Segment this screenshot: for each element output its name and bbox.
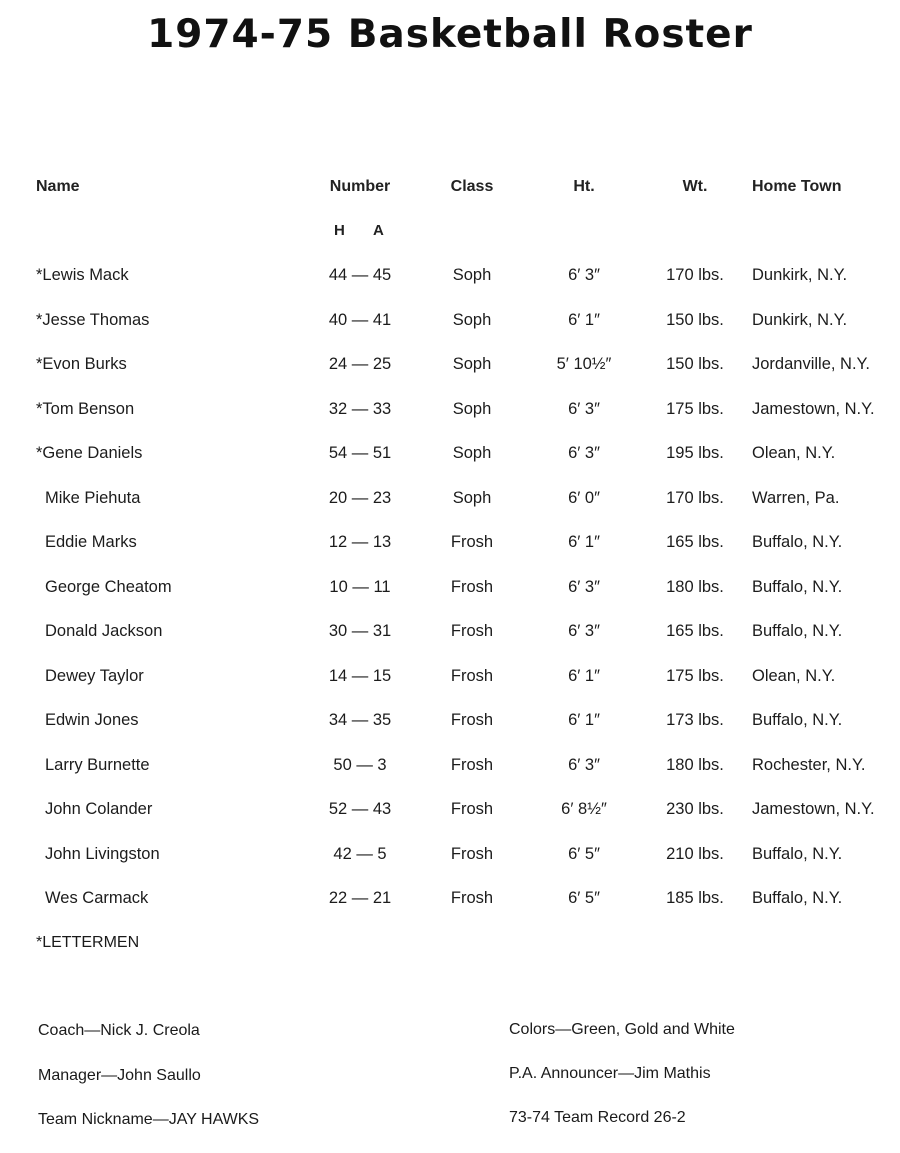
table-row	[0, 667, 900, 697]
player-class: Frosh	[450, 533, 494, 551]
player-number: 52 — 43	[328, 800, 392, 818]
player-height: 6′ 3″	[568, 755, 600, 774]
player-name: John Colander	[45, 800, 153, 818]
player-number: 40 — 41	[328, 310, 392, 329]
player-class: Frosh	[450, 844, 494, 863]
player-class: Frosh	[450, 577, 494, 596]
player-height: 6′ 0″	[568, 488, 600, 507]
player-number: 42 — 5	[333, 844, 387, 863]
player-hometown: Jamestown, N.Y.	[752, 399, 875, 418]
player-name: George Cheatom	[45, 577, 172, 596]
table-row	[0, 355, 900, 385]
player-number: 22 — 21	[328, 889, 392, 907]
table-row	[0, 889, 900, 919]
header-name: Name	[36, 178, 80, 195]
player-weight: 230 lbs.	[666, 800, 724, 818]
player-height: 6′ 8½″	[561, 800, 607, 818]
player-height: 6′ 3″	[568, 577, 600, 596]
player-hometown: Buffalo, N.Y.	[752, 844, 843, 863]
player-weight: 180 lbs.	[666, 577, 724, 596]
player-number: 34 — 35	[328, 711, 392, 729]
player-height: 6′ 3″	[568, 444, 600, 462]
record-text: 73-74 Team Record 26-2	[509, 1109, 686, 1126]
player-hometown: Warren, Pa.	[752, 488, 840, 507]
announcer-text: P.A. Announcer—Jim Mathis	[509, 1065, 711, 1082]
player-hometown: Buffalo, N.Y.	[752, 622, 843, 640]
player-hometown: Jamestown, N.Y.	[752, 800, 875, 818]
player-weight: 173 lbs.	[666, 711, 724, 729]
player-weight: 180 lbs.	[666, 755, 724, 774]
player-number: 50 — 3	[333, 755, 387, 774]
player-height: 6′ 1″	[568, 533, 600, 551]
player-class: Soph	[452, 310, 492, 329]
player-weight: 170 lbs.	[666, 488, 724, 507]
table-row	[0, 800, 900, 830]
lettermen-note: *LETTERMEN	[36, 934, 140, 951]
header-away-label: A	[373, 222, 384, 239]
player-hometown: Buffalo, N.Y.	[752, 889, 843, 907]
nickname-text: Team Nickname—JAY HAWKS	[38, 1111, 260, 1128]
player-name: Donald Jackson	[45, 622, 163, 640]
table-row	[0, 533, 900, 563]
player-weight: 150 lbs.	[666, 310, 724, 329]
player-weight: 175 lbs.	[666, 399, 724, 418]
player-height: 5′ 10½″	[556, 355, 612, 373]
table-row	[0, 756, 900, 786]
player-hometown: Dunkirk, N.Y.	[752, 310, 848, 329]
player-height: 6′ 5″	[568, 844, 600, 863]
player-name: Mike Piehuta	[45, 488, 141, 507]
player-number: 30 — 31	[328, 622, 392, 640]
player-height: 6′ 1″	[568, 666, 600, 685]
player-hometown: Buffalo, N.Y.	[752, 577, 843, 596]
player-name: *Evon Burks	[36, 355, 127, 373]
player-hometown: Buffalo, N.Y.	[752, 711, 843, 729]
player-name: *Tom Benson	[36, 399, 135, 418]
header-number: Number	[329, 178, 391, 195]
table-row	[0, 711, 900, 741]
player-name: *Gene Daniels	[36, 444, 143, 462]
header-height: Ht.	[573, 178, 595, 195]
header-hometown: Home Town	[752, 178, 842, 195]
player-name: Larry Burnette	[45, 755, 150, 774]
player-height: 6′ 3″	[568, 266, 600, 284]
player-hometown: Jordanville, N.Y.	[752, 355, 871, 373]
player-number: 14 — 15	[328, 666, 392, 685]
player-name: *Lewis Mack	[36, 266, 129, 284]
header-class: Class	[450, 178, 494, 195]
player-number: 20 — 23	[328, 488, 392, 507]
player-weight: 210 lbs.	[666, 844, 724, 863]
coach-text: Coach—Nick J. Creola	[38, 1022, 200, 1039]
player-number: 44 — 45	[328, 266, 392, 284]
player-weight: 150 lbs.	[666, 355, 724, 373]
table-row	[0, 489, 900, 519]
player-weight: 165 lbs.	[666, 533, 724, 551]
player-name: Edwin Jones	[45, 711, 139, 729]
player-hometown: Olean, N.Y.	[752, 444, 836, 462]
player-number: 12 — 13	[328, 533, 392, 551]
player-class: Soph	[452, 444, 492, 462]
player-height: 6′ 3″	[568, 399, 600, 418]
player-name: Dewey Taylor	[45, 666, 144, 685]
table-row	[0, 622, 900, 652]
player-class: Frosh	[450, 666, 494, 685]
table-row	[0, 266, 900, 296]
player-hometown: Rochester, N.Y.	[752, 755, 866, 774]
table-row	[0, 578, 900, 608]
player-hometown: Dunkirk, N.Y.	[752, 266, 848, 284]
player-class: Soph	[452, 488, 492, 507]
table-row	[0, 444, 900, 474]
table-row	[0, 400, 900, 430]
player-number: 54 — 51	[328, 444, 392, 462]
player-height: 6′ 3″	[568, 622, 600, 640]
player-class: Soph	[452, 266, 492, 284]
player-name: Wes Carmack	[45, 889, 149, 907]
player-class: Soph	[452, 399, 492, 418]
player-weight: 195 lbs.	[666, 444, 724, 462]
player-class: Frosh	[450, 800, 494, 818]
player-class: Frosh	[450, 622, 494, 640]
player-weight: 165 lbs.	[666, 622, 724, 640]
player-weight: 170 lbs.	[666, 266, 724, 284]
player-number: 24 — 25	[328, 355, 392, 373]
player-class: Frosh	[450, 755, 494, 774]
colors-text: Colors—Green, Gold and White	[509, 1021, 735, 1038]
player-weight: 185 lbs.	[666, 889, 724, 907]
player-number: 10 — 11	[329, 577, 391, 596]
player-class: Frosh	[450, 889, 494, 907]
player-name: *Jesse Thomas	[36, 310, 150, 329]
player-class: Frosh	[450, 711, 494, 729]
player-weight: 175 lbs.	[666, 666, 724, 685]
header-home-label: H	[334, 222, 345, 239]
manager-text: Manager—John Saullo	[38, 1067, 201, 1084]
player-name: John Livingston	[45, 844, 160, 863]
table-row	[0, 311, 900, 341]
header-weight: Wt.	[682, 178, 708, 195]
player-number: 32 — 33	[328, 399, 392, 418]
player-name: Eddie Marks	[45, 533, 137, 551]
player-class: Soph	[452, 355, 492, 373]
player-height: 6′ 1″	[568, 310, 600, 329]
player-hometown: Buffalo, N.Y.	[752, 533, 843, 551]
table-row	[0, 845, 900, 875]
player-hometown: Olean, N.Y.	[752, 666, 836, 685]
player-height: 6′ 5″	[568, 889, 600, 907]
player-height: 6′ 1″	[568, 711, 600, 729]
page-title: 1974-75 Basketball Roster	[147, 12, 753, 57]
